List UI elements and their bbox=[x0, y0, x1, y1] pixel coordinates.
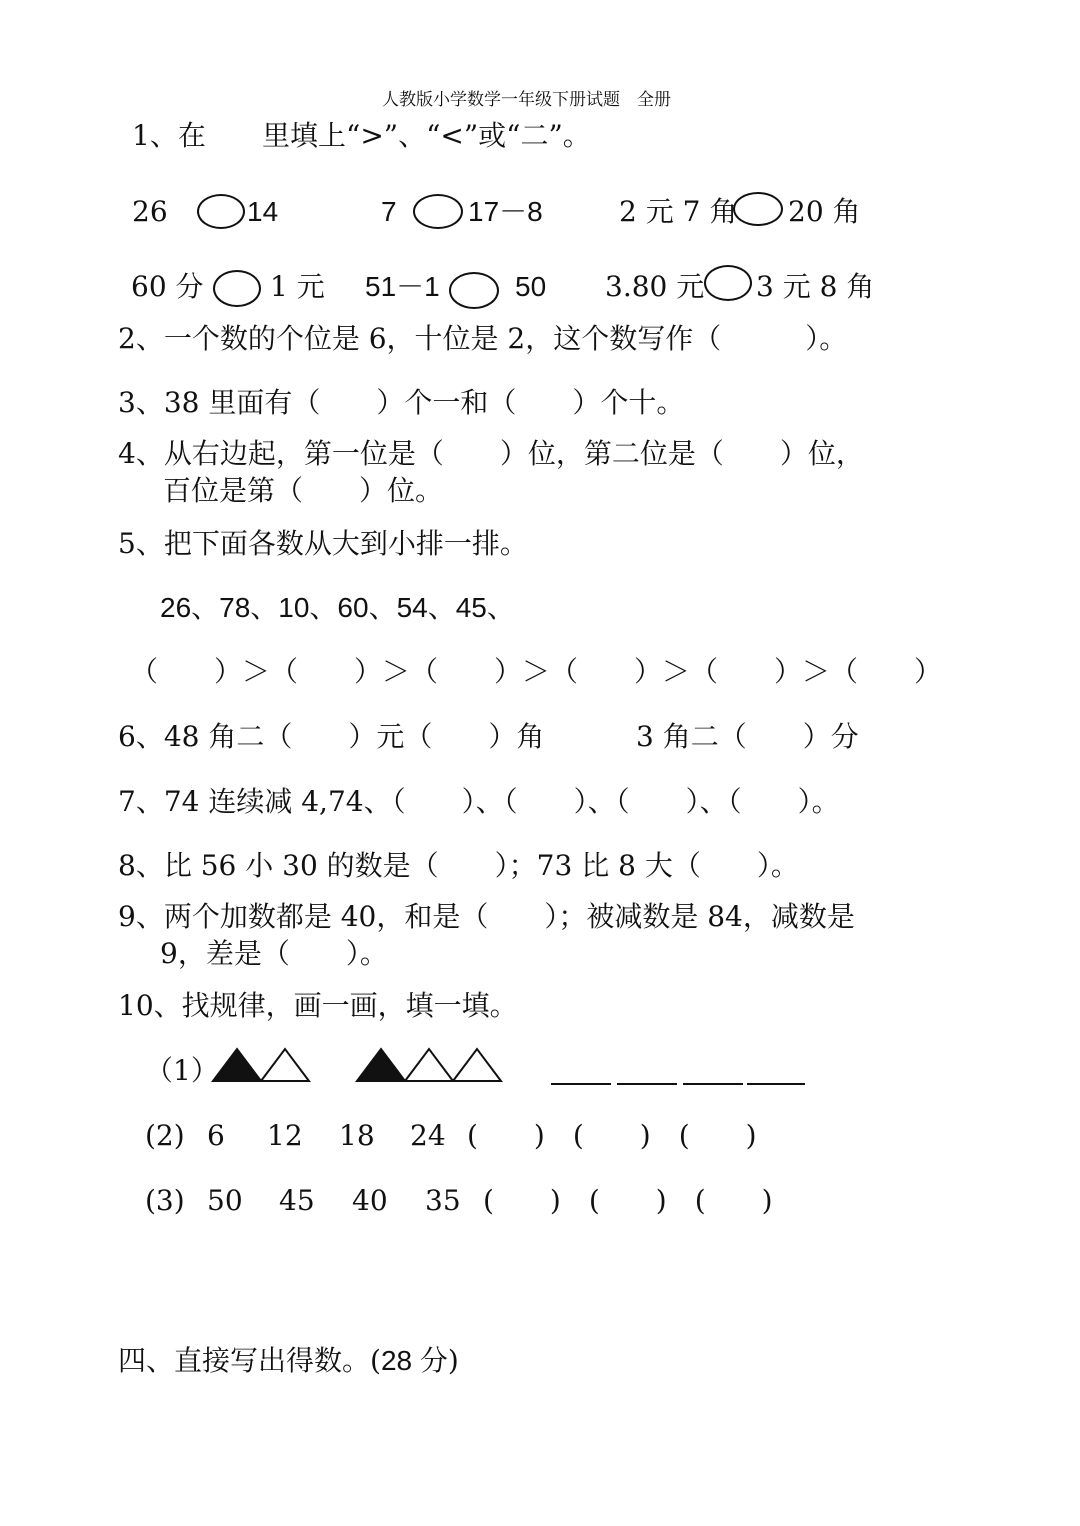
q10-sub3-number: 35 bbox=[425, 1184, 461, 1217]
q3-text: 3、38 里面有（ ）个一和（ ）个十。 bbox=[118, 386, 685, 419]
q1-row2-item2-left: 51－1 bbox=[365, 271, 440, 302]
q7-text: 7、74 连续减 4,74、（ ）、（ ）、（ ）、（ ）。 bbox=[118, 785, 840, 818]
q10-sub2-number: 18 bbox=[339, 1119, 375, 1152]
q1-row1-item2-left: 7 bbox=[381, 196, 397, 227]
q1-title-prefix: 1、在 bbox=[132, 119, 206, 152]
q1-row2-item1-left: 60 分 bbox=[131, 270, 204, 303]
section4-score: 28 分 bbox=[380, 1345, 448, 1376]
q6-part1: 6、48 角二（ ）元（ ）角 bbox=[118, 720, 545, 753]
section4-heading bbox=[118, 1344, 459, 1377]
q10-sub2-number: 24 bbox=[410, 1119, 446, 1152]
q9-line2: 9，差是（ ）。 bbox=[160, 937, 388, 970]
q1-row1-item3-left: 2 元 7 角 bbox=[619, 195, 738, 228]
q5-title: 5、把下面各数从大到小排一排。 bbox=[118, 527, 528, 560]
outline-triangle-icon bbox=[261, 1049, 309, 1081]
q10-sub2-number: 6 bbox=[207, 1119, 225, 1152]
compare-oval[interactable] bbox=[704, 265, 752, 301]
filled-triangle-icon bbox=[213, 1049, 261, 1081]
outline-triangle-icon bbox=[453, 1049, 501, 1081]
section4-suffix: ) bbox=[447, 1344, 459, 1377]
q10-sub3-number: 50 bbox=[207, 1184, 243, 1217]
section4-prefix: 四、直接写出得数。( bbox=[118, 1344, 381, 1377]
answer-blank[interactable] bbox=[551, 1083, 611, 1085]
q10-sub3-number: 40 bbox=[352, 1184, 388, 1217]
q10-sub2-label: (2) bbox=[145, 1119, 185, 1152]
q10-title: 10、找规律，画一画，填一填。 bbox=[118, 989, 518, 1022]
q1-row1-item1-right: 14 bbox=[247, 196, 279, 227]
answer-blank[interactable] bbox=[683, 1083, 743, 1085]
q1-row1-item2-right: 17－8 bbox=[468, 196, 543, 227]
q10-sub2-blanks: ( ) ( ) ( ) bbox=[467, 1119, 757, 1152]
q9-line1: 9、两个加数都是 40，和是（ ）；被减数是 84，减数是 bbox=[118, 900, 855, 933]
q1-row2-item3-right: 3 元 8 角 bbox=[756, 270, 875, 303]
page-header: 人教版小学数学一年级下册试题 全册 bbox=[382, 90, 671, 110]
answer-blank[interactable] bbox=[747, 1083, 805, 1085]
q1-row2-item1-right: 1 元 bbox=[270, 270, 325, 303]
q10-sub3-blanks: ( ) ( ) ( ) bbox=[483, 1184, 773, 1217]
q6-part2: 3 角二（ ）分 bbox=[636, 720, 859, 753]
q8-text: 8、比 56 小 30 的数是（ ）；73 比 8 大（ ）。 bbox=[118, 849, 799, 882]
compare-oval[interactable] bbox=[197, 194, 245, 229]
q1-row2-item2-right: 50 bbox=[515, 271, 547, 302]
triangle-pattern bbox=[205, 1045, 515, 1085]
compare-oval[interactable] bbox=[213, 270, 261, 307]
q1-title-suffix: 里填上“>”、“<”或“二”。 bbox=[262, 119, 591, 152]
answer-blank[interactable] bbox=[617, 1083, 677, 1085]
q5-numbers: 26、78、10、60、54、45、 bbox=[160, 592, 515, 623]
q10-sub3-number: 45 bbox=[279, 1184, 315, 1217]
q2-text: 2、一个数的个位是 6，十位是 2，这个数写作（ ）。 bbox=[118, 322, 848, 355]
q4-line2: 百位是第（ ）位。 bbox=[163, 474, 444, 507]
q1-row1-item3-right: 20 角 bbox=[788, 195, 861, 228]
q1-row1-item1-left: 26 bbox=[132, 195, 168, 228]
compare-oval[interactable] bbox=[413, 194, 463, 229]
compare-oval[interactable] bbox=[733, 192, 783, 226]
q10-sub3-label: (3) bbox=[145, 1184, 185, 1217]
compare-oval[interactable] bbox=[449, 272, 499, 309]
q1-row2-item3-left: 3.80 元 bbox=[605, 270, 705, 303]
filled-triangle-icon bbox=[357, 1049, 405, 1081]
q10-sub2-number: 12 bbox=[267, 1119, 303, 1152]
q5-order-blanks: （ ）＞（ ）＞（ ）＞（ ）＞（ ）＞（ ） bbox=[130, 655, 943, 688]
outline-triangle-icon bbox=[405, 1049, 453, 1081]
q10-sub1-label: （1） bbox=[145, 1054, 219, 1087]
q4-line1: 4、从右边起，第一位是（ ）位，第二位是（ ）位， bbox=[118, 437, 864, 470]
